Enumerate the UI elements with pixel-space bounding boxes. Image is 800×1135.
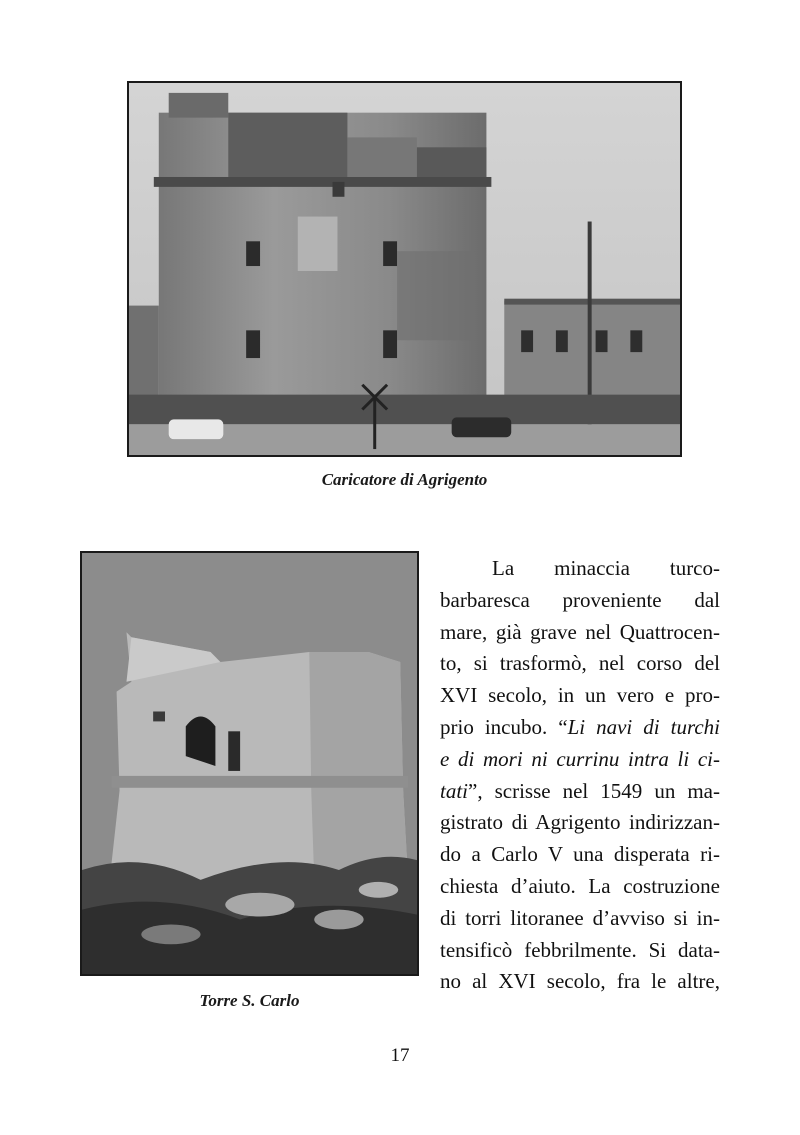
- body-text-run: mare, già grave nel Quattrocen-: [440, 619, 720, 644]
- body-text-run: barbaresca proveniente dal: [440, 587, 720, 612]
- body-text-run: prio incubo. “: [440, 714, 568, 739]
- body-quote-text: e di mori ni currinu intra li ci-: [440, 746, 720, 771]
- body-text-run: ”, scrisse nel 1549 un ma-: [468, 778, 720, 803]
- photo-caricatore-image: [129, 83, 680, 455]
- body-quote-text: Li navi di turchi: [567, 714, 720, 739]
- caption-torre-san-carlo: Torre S. Carlo: [199, 991, 300, 1010]
- body-text-run: La minaccia turco-: [492, 556, 720, 580]
- body-line: [440, 744, 720, 776]
- body-line: [440, 712, 720, 744]
- body-text-run: di torri litoranee d’avviso si in-: [440, 905, 720, 930]
- photo-torre-image: [82, 553, 417, 974]
- body-text-run: to, si trasformò, nel corso del: [440, 651, 720, 676]
- body-line: [440, 966, 720, 998]
- body-paragraph: [440, 553, 720, 998]
- body-text-run: gistrato di Agrigento indirizzan-: [440, 810, 720, 835]
- body-text-run: chiesta d’aiuto. La costruzione: [440, 873, 720, 898]
- body-text-run: do a Carlo V una disperata ri-: [440, 842, 720, 867]
- body-text-run: tensificò febbrilmente. Si data-: [440, 937, 720, 962]
- photo-torre-san-carlo: [80, 551, 419, 976]
- body-text-run: XVI secolo, in un vero e pro-: [440, 683, 720, 708]
- body-line: [440, 807, 720, 839]
- body-text-run: no al XVI secolo, fra le altre,: [440, 969, 720, 994]
- body-line: [440, 903, 720, 935]
- page-number: 17: [390, 1045, 410, 1066]
- photo-caricatore-agrigento: [127, 81, 682, 457]
- caption-caricatore: Caricatore di Agrigento: [321, 470, 488, 489]
- body-quote-text: tati: [440, 778, 469, 803]
- body-line: [440, 680, 720, 712]
- body-line: [440, 776, 720, 808]
- body-line: [440, 648, 720, 680]
- body-line: [440, 871, 720, 903]
- body-line: [440, 553, 720, 585]
- body-line: [440, 839, 720, 871]
- body-line: [440, 935, 720, 967]
- body-line: [440, 585, 720, 617]
- body-line: [440, 617, 720, 649]
